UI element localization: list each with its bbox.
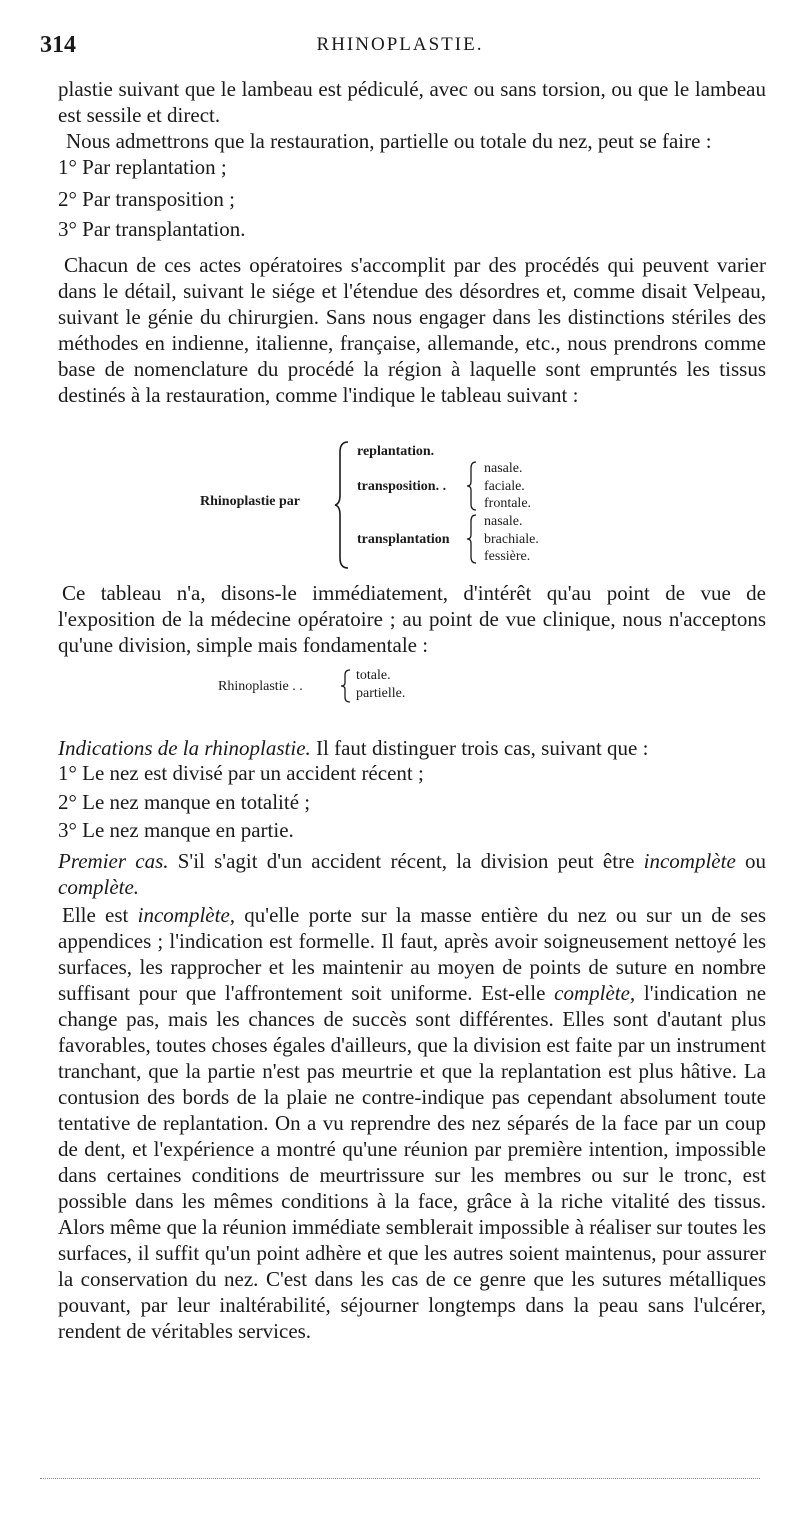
emphasis: incomplète, [137, 903, 236, 927]
list-item: 1° Le nez est divisé par un accident récent ; [58, 761, 424, 785]
body-text: l'indication ne change pas, mais les chances de succès sont différentes. Elles sont d'autant plus favorables, toutes choses égales d'ailleurs, que la division est faite par un instrument tranchant, que la partie n'est pas meurtrie et que la replantation est plus hâtive. La contusion des bords de la plaie ne contre-indique pas cependant absolument toute tentative de replantation. On a vu reprendre des nez séparés de la face par un coup de dent, et l'expérience a montré qu'une réunion par première intention, impossible dans certaines conditions de meurtrissure sur les membres ou sur le tronc, est possible dans les mêmes conditions à la face, grâce à la riche vitalité des tissus. Alors même que la réunion immédiate semblerait impossible à réaliser sur toutes les surfaces, il suffit qu'un point adhère et que les autres soient maintenus, pour assurer la conservation du nez. C'est dans les cas de ce genre que les sutures métalliques pouvant, par leur inaltérabilité, séjourner longtemps dans la peau sans l'ulcérer, rendent de véritables services. [58, 981, 767, 1343]
table-subentry: nasale. [484, 461, 523, 476]
list-item: 1° Par replantation ; [58, 155, 227, 179]
section-heading: Premier cas. [58, 849, 169, 873]
paragraph-premier-cas [58, 848, 766, 900]
emphasis: complète. [58, 875, 140, 899]
brace-main [334, 440, 350, 570]
paragraph-procedures: Chacun de ces actes opératoires s'accomplit par des procédés qui peuvent varier dans le détail, suivant le siége et l'étendue des désordres et, comme disait Velpeau, suivant le génie du chirurgien. Sans nous engager dans les distinctions stériles des méthodes en indienne, italienne, française, allemande, etc., nous prendrons comme base de nomenclature du procédé la région à laquelle sont empruntés les tissus destinés à la restauration, comme l'indique le tableau suivant : [58, 253, 766, 407]
table-entry-replantation: replantation. [357, 444, 435, 459]
list-item: 2° Par transposition ; [58, 187, 235, 211]
table-subentry: totale. [356, 668, 391, 683]
premier-text: ou [745, 849, 767, 873]
body-text: qu'elle porte sur la masse entière du nez ou sur un de ses appendices ; l'indication est formelle. Il faut, après avoir soigneusement nettoyé les surfaces, les rapprocher et les maintenir au moyen de points de suture en nombre suffisant pour que l'affrontement soit uniforme. Est-elle [58, 903, 766, 1005]
section-heading: Indications de la rhinoplastie. [58, 736, 311, 760]
emphasis: incomplète [643, 849, 736, 873]
brace-division [340, 668, 352, 704]
table-subentry: faciale. [484, 479, 525, 494]
body-text: Elle est [62, 903, 129, 927]
list-item: 3° Par transplantation. [58, 217, 246, 241]
table-subentry: frontale. [484, 496, 532, 511]
premier-text: S'il s'agit d'un accident récent, la division peut être [177, 849, 635, 873]
list-item: 3° Le nez manque en partie. [58, 818, 294, 842]
table-subentry: fessière. [484, 549, 531, 564]
paragraph-main [58, 902, 766, 1344]
table-subentry: partielle. [356, 686, 406, 701]
paragraph-clinical-division: Ce tableau n'a, disons-le immédiatement, d'intérêt qu'au point de vue de l'exposition de la médecine opératoire ; au point de vue clinique, nous n'acceptons qu'une division, simple mais fondamentale : [58, 581, 766, 657]
paragraph-continuation: plastie suivant que le lambeau est pédiculé, avec ou sans torsion, ou que le lambeau est sessile et direct. [58, 77, 766, 127]
paragraph-indications [58, 735, 766, 761]
table-entry-transposition: transposition. . [357, 479, 447, 494]
running-header [0, 32, 800, 62]
brace-transplantation [466, 513, 478, 565]
paragraph-restoration: Nous admettrons que la restauration, partielle ou totale du nez, peut se faire : [66, 129, 712, 153]
page-number: 314 [40, 32, 76, 58]
table-root-label: Rhinoplastie par [200, 494, 300, 509]
running-title: RHINOPLASTIE. [316, 34, 484, 55]
emphasis: complète, [554, 981, 636, 1005]
list-item: 2° Le nez manque en totalité ; [58, 790, 311, 814]
indications-text: Il faut distinguer trois cas, suivant que : [316, 736, 649, 760]
table-entry-transplantation: transplantation [357, 532, 450, 547]
table-subentry: nasale. [484, 514, 523, 529]
brace-transposition [466, 460, 478, 512]
table-subentry: brachiale. [484, 532, 539, 547]
table-root-label: Rhinoplastie . . [218, 679, 303, 694]
footer-rule [40, 1478, 760, 1479]
